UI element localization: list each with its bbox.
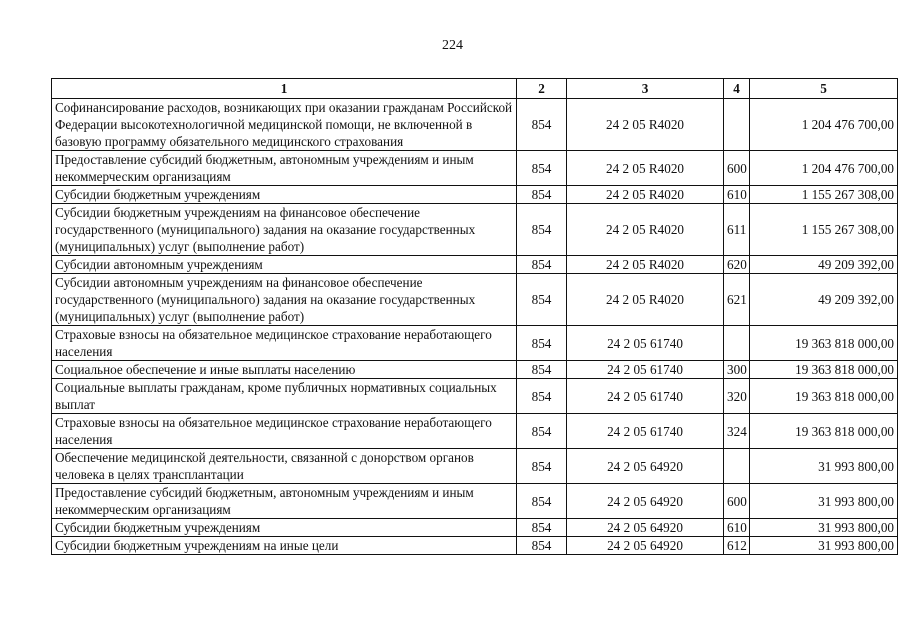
table-row [52, 274, 898, 326]
header-cell-ved: 2 [517, 79, 567, 99]
row-name-cell: Субсидии бюджетным учреждениям [52, 186, 517, 204]
table-row [52, 204, 898, 256]
row-amount-cell: 31 993 800,00 [750, 449, 898, 484]
row-amount-cell: 1 155 267 308,00 [750, 186, 898, 204]
row-ved-cell: 854 [517, 484, 567, 519]
row-name-cell: Субсидии бюджетным учреждениям [52, 519, 517, 537]
row-csr-cell: 24 2 05 61740 [567, 326, 724, 361]
row-ved-cell: 854 [517, 519, 567, 537]
row-amount-cell: 1 204 476 700,00 [750, 151, 898, 186]
row-name-cell: Субсидии бюджетным учреждениям на финансовое обеспечение государственного (муниципального) задания на оказание государственных (муниципальных) услуг (выполнение работ) [52, 204, 517, 256]
row-csr-cell: 24 2 05 64920 [567, 537, 724, 555]
row-vr-cell [724, 99, 750, 151]
row-csr-cell: 24 2 05 R4020 [567, 186, 724, 204]
table-row [52, 449, 898, 484]
row-vr-cell: 300 [724, 361, 750, 379]
row-vr-cell [724, 326, 750, 361]
row-vr-cell: 612 [724, 537, 750, 555]
row-name-cell: Предоставление субсидий бюджетным, автономным учреждениям и иным некоммерческим организациям [52, 151, 517, 186]
table-header-row [52, 79, 898, 99]
row-ved-cell: 854 [517, 449, 567, 484]
row-ved-cell: 854 [517, 274, 567, 326]
row-ved-cell: 854 [517, 326, 567, 361]
row-amount-cell: 19 363 818 000,00 [750, 379, 898, 414]
row-csr-cell: 24 2 05 64920 [567, 449, 724, 484]
table-row [52, 186, 898, 204]
row-vr-cell: 600 [724, 484, 750, 519]
row-vr-cell: 611 [724, 204, 750, 256]
row-name-cell: Софинансирование расходов, возникающих при оказании гражданам Российской Федерации высокотехнологичной медицинской помощи, не включенной в базовую программу обязательного медицинского страхования [52, 99, 517, 151]
row-amount-cell: 19 363 818 000,00 [750, 361, 898, 379]
row-name-cell: Предоставление субсидий бюджетным, автономным учреждениям и иным некоммерческим организациям [52, 484, 517, 519]
header-cell-name: 1 [52, 79, 517, 99]
row-ved-cell: 854 [517, 361, 567, 379]
table-row [52, 326, 898, 361]
table-row [52, 256, 898, 274]
row-csr-cell: 24 2 05 R4020 [567, 274, 724, 326]
header-cell-csr: 3 [567, 79, 724, 99]
row-amount-cell: 19 363 818 000,00 [750, 326, 898, 361]
row-ved-cell: 854 [517, 537, 567, 555]
row-name-cell: Страховые взносы на обязательное медицинское страхование неработающего населения [52, 414, 517, 449]
row-ved-cell: 854 [517, 256, 567, 274]
row-ved-cell: 854 [517, 414, 567, 449]
row-ved-cell: 854 [517, 99, 567, 151]
table-row [52, 484, 898, 519]
row-amount-cell: 1 204 476 700,00 [750, 99, 898, 151]
row-name-cell: Обеспечение медицинской деятельности, связанной с донорством органов человека в целях трансплантации [52, 449, 517, 484]
row-name-cell: Страховые взносы на обязательное медицинское страхование неработающего населения [52, 326, 517, 361]
row-csr-cell: 24 2 05 R4020 [567, 99, 724, 151]
row-vr-cell: 324 [724, 414, 750, 449]
row-vr-cell: 620 [724, 256, 750, 274]
row-vr-cell: 600 [724, 151, 750, 186]
row-vr-cell: 610 [724, 186, 750, 204]
row-name-cell: Субсидии автономным учреждениям [52, 256, 517, 274]
table-row [52, 99, 898, 151]
row-amount-cell: 1 155 267 308,00 [750, 204, 898, 256]
row-ved-cell: 854 [517, 186, 567, 204]
row-amount-cell: 49 209 392,00 [750, 274, 898, 326]
row-amount-cell: 31 993 800,00 [750, 519, 898, 537]
table-row [52, 537, 898, 555]
table-row [52, 414, 898, 449]
row-amount-cell: 31 993 800,00 [750, 484, 898, 519]
row-csr-cell: 24 2 05 R4020 [567, 204, 724, 256]
header-cell-vr: 4 [724, 79, 750, 99]
row-vr-cell: 610 [724, 519, 750, 537]
row-vr-cell: 621 [724, 274, 750, 326]
table-row [52, 361, 898, 379]
row-csr-cell: 24 2 05 64920 [567, 519, 724, 537]
header-cell-amount: 5 [750, 79, 898, 99]
row-name-cell: Социальное обеспечение и иные выплаты населению [52, 361, 517, 379]
row-csr-cell: 24 2 05 64920 [567, 484, 724, 519]
row-name-cell: Социальные выплаты гражданам, кроме публичных нормативных социальных выплат [52, 379, 517, 414]
row-ved-cell: 854 [517, 204, 567, 256]
row-csr-cell: 24 2 05 61740 [567, 379, 724, 414]
page-number: 224 [442, 38, 463, 53]
table-row [52, 151, 898, 186]
row-amount-cell: 49 209 392,00 [750, 256, 898, 274]
row-amount-cell: 19 363 818 000,00 [750, 414, 898, 449]
row-csr-cell: 24 2 05 61740 [567, 414, 724, 449]
row-vr-cell [724, 449, 750, 484]
row-csr-cell: 24 2 05 R4020 [567, 256, 724, 274]
budget-table [51, 78, 898, 555]
row-amount-cell: 31 993 800,00 [750, 537, 898, 555]
table-body [52, 99, 898, 555]
table-row [52, 379, 898, 414]
row-name-cell: Субсидии автономным учреждениям на финансовое обеспечение государственного (муниципального) задания на оказание государственных (муниципальных) услуг (выполнение работ) [52, 274, 517, 326]
row-name-cell: Субсидии бюджетным учреждениям на иные цели [52, 537, 517, 555]
table-row [52, 519, 898, 537]
row-csr-cell: 24 2 05 61740 [567, 361, 724, 379]
row-ved-cell: 854 [517, 151, 567, 186]
row-ved-cell: 854 [517, 379, 567, 414]
row-csr-cell: 24 2 05 R4020 [567, 151, 724, 186]
row-vr-cell: 320 [724, 379, 750, 414]
